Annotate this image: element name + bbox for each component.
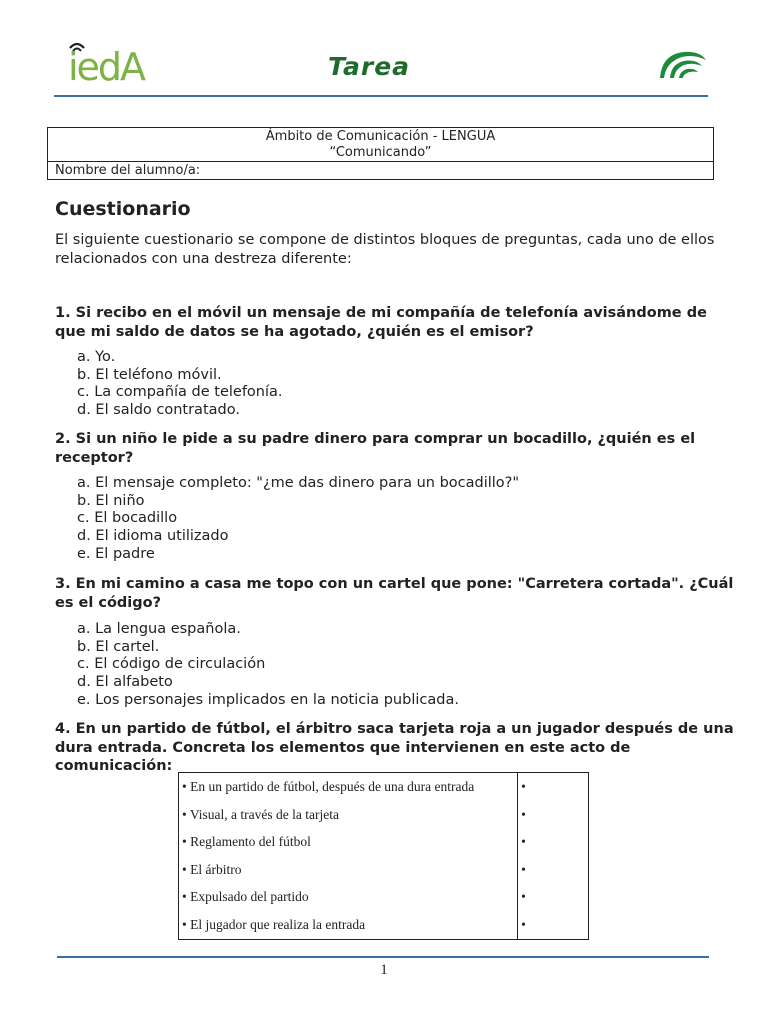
table-row — [179, 801, 589, 829]
question-2-options — [77, 475, 519, 564]
footer-rule — [57, 956, 709, 958]
option: b. El niño — [77, 492, 145, 509]
page-title: Tarea — [327, 52, 411, 81]
subject-line: Ámbito de Comunicación - LENGUA — [265, 129, 496, 144]
option: d. El idioma utilizado — [77, 528, 229, 545]
option: c. El código de circulación — [77, 656, 266, 673]
option: b. El teléfono móvil. — [77, 366, 222, 383]
element-cell: • El árbitro — [179, 856, 518, 884]
option: c. El bocadillo — [77, 510, 178, 527]
student-name-field: Nombre del alumno/a: — [55, 163, 201, 178]
option: e. El padre — [77, 545, 155, 562]
info-box — [47, 127, 714, 180]
element-cell: • En un partido de fútbol, después de una dura entrada — [179, 773, 518, 801]
option: e. Los personajes implicados en la noticia publicada. — [77, 691, 459, 708]
junta-andalucia-logo — [656, 46, 708, 82]
table-row — [179, 828, 589, 856]
page-header — [0, 0, 768, 100]
question-1: 1. Si recibo en el móvil un mensaje de mi compañía de telefonía avisándome de que mi saldo de datos se ha agotado, ¿quién es el emisor? — [55, 305, 707, 340]
communication-elements-table — [178, 772, 589, 940]
option: a. La lengua española. — [77, 621, 241, 637]
header-rule — [54, 95, 708, 97]
option: d. El alfabeto — [77, 674, 173, 691]
option: b. El cartel. — [77, 638, 160, 655]
question-1-options — [77, 349, 283, 420]
answer-cell: • — [518, 801, 589, 829]
option: a. El mensaje completo: "¿me das dinero para un bocadillo?" — [77, 475, 520, 491]
element-cell: • El jugador que realiza la entrada — [179, 911, 518, 939]
option: a. Yo. — [77, 349, 116, 365]
section-heading: Cuestionario — [55, 198, 191, 220]
option: c. La compañía de telefonía. — [77, 384, 283, 401]
answer-cell: • — [518, 856, 589, 884]
unit-line: “Comunicando” — [329, 145, 432, 160]
option: d. El saldo contratado. — [77, 402, 240, 419]
table-row — [179, 773, 589, 801]
answer-cell: • — [518, 911, 589, 939]
logo-text: iedA — [68, 45, 145, 88]
answer-cell: • — [518, 884, 589, 912]
question-3: 3. En mi camino a casa me topo con un cartel que pone: "Carretera cortada". ¿Cuál es el código? — [55, 576, 734, 611]
info-subject — [48, 128, 713, 162]
table-row — [179, 911, 589, 939]
table-row — [179, 856, 589, 884]
answer-cell: • — [518, 828, 589, 856]
intro-paragraph: El siguiente cuestionario se compone de distintos bloques de preguntas, cada uno de ellos relacionados con una destreza diferente: — [55, 232, 715, 267]
question-2: 2. Si un niño le pide a su padre dinero para comprar un bocadillo, ¿quién es el receptor? — [55, 431, 696, 466]
element-cell: • Visual, a través de la tarjeta — [179, 801, 518, 829]
table-row — [179, 884, 589, 912]
question-3-options — [77, 621, 459, 710]
answer-cell: • — [518, 773, 589, 801]
question-4: 4. En un partido de fútbol, el árbitro saca tarjeta roja a un jugador después de una dura entrada. Concreta los elementos que intervienen en este acto de comunicación: — [55, 721, 734, 774]
element-cell: • Expulsado del partido — [179, 884, 518, 912]
element-cell: • Reglamento del fútbol — [179, 828, 518, 856]
page-number: 1 — [380, 962, 388, 978]
